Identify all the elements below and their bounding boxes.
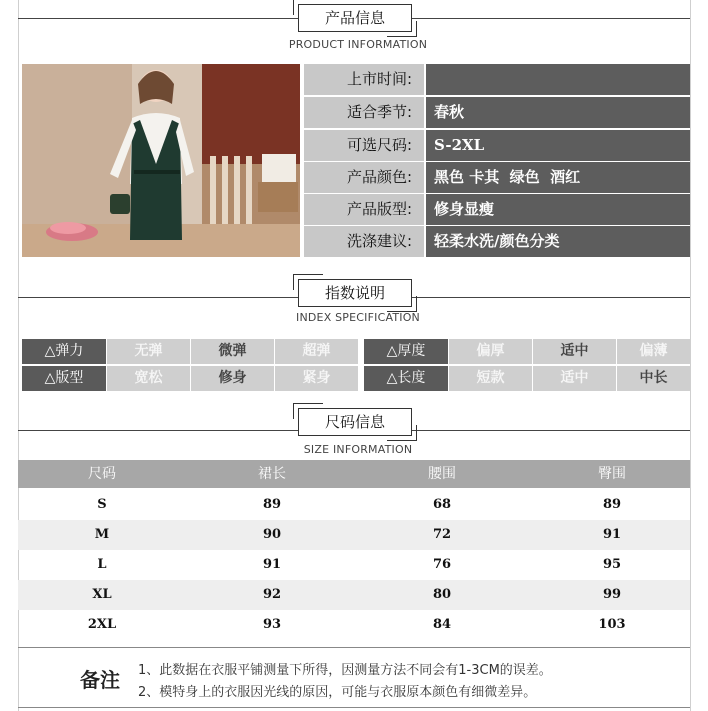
- size-table-header: [18, 460, 690, 488]
- column-header: 臀围: [598, 466, 626, 482]
- section-title-box: [298, 4, 412, 32]
- cell: 89: [602, 497, 622, 512]
- header-rule-left: [18, 18, 298, 19]
- cell: 91: [262, 557, 282, 572]
- info-key: 产品版型:: [304, 194, 424, 225]
- table-row: [18, 610, 690, 640]
- column-header: 裙长: [258, 466, 286, 482]
- header-rule-left: [18, 297, 298, 298]
- notes-divider-bottom: [18, 707, 690, 708]
- cell: 84: [432, 617, 452, 632]
- cell: S: [97, 497, 107, 512]
- spec-option: 短款: [449, 366, 532, 391]
- cell: 90: [262, 527, 282, 542]
- section-title-box: [298, 408, 412, 436]
- cell: 93: [262, 617, 282, 632]
- header-rule-right: [412, 18, 690, 19]
- section-subtitle: INDEX SPECIFICATION: [296, 311, 420, 324]
- info-row-launch: [304, 64, 690, 95]
- spec-option-selected: 微弹: [191, 339, 274, 364]
- spec-label-length: △长度: [364, 366, 448, 391]
- info-row-season: [304, 97, 690, 128]
- spec-label-thickness: △厚度: [364, 339, 448, 364]
- spec-option: 紧身: [275, 366, 358, 391]
- spec-option: 适中: [533, 366, 616, 391]
- info-value: 轻柔水洗/颜色分类: [426, 226, 690, 257]
- spec-option: 偏厚: [449, 339, 532, 364]
- notes-title: 备注: [80, 668, 120, 692]
- cell: 103: [598, 617, 626, 632]
- spec-option: 超弹: [275, 339, 358, 364]
- header-rule-left: [18, 430, 298, 431]
- cell: 95: [602, 557, 622, 572]
- notes-divider-top: [18, 647, 690, 648]
- spec-option-selected: 修身: [191, 366, 274, 391]
- cell: 2XL: [87, 617, 117, 632]
- section-title-box: [298, 279, 412, 307]
- cell: 99: [602, 587, 622, 602]
- info-value: 黑色 卡其 绿色 酒红: [426, 162, 690, 193]
- note-line: 2、模特身上的衣服因光线的原因，可能与衣服原本颜色有细微差异。: [138, 685, 537, 700]
- column-header: 腰围: [428, 466, 456, 482]
- info-value: 春秋: [426, 97, 690, 128]
- info-key: 洗涤建议:: [304, 226, 424, 257]
- cell: 76: [432, 557, 452, 572]
- cell: 89: [262, 497, 282, 512]
- frame-right-line: [690, 0, 691, 711]
- section-title: 指数说明: [324, 284, 385, 302]
- info-key: 适合季节:: [304, 97, 424, 128]
- header-rule-right: [412, 297, 690, 298]
- table-row: [18, 580, 690, 610]
- cell: M: [94, 527, 110, 542]
- spec-option-selected: 中长: [617, 366, 690, 391]
- cell: L: [97, 557, 107, 572]
- section-subtitle: SIZE INFORMATION: [303, 443, 413, 456]
- cell: 72: [432, 527, 452, 542]
- table-row: [18, 490, 690, 520]
- info-row-fit: [304, 194, 690, 225]
- product-photo: [22, 64, 300, 257]
- section-title: 尺码信息: [324, 413, 385, 431]
- info-row-sizes: [304, 130, 690, 161]
- cell: XL: [92, 587, 112, 602]
- cell: 92: [262, 587, 282, 602]
- spec-option: 偏薄: [617, 339, 690, 364]
- info-key: 上市时间:: [304, 64, 424, 95]
- info-value: 修身显瘦: [426, 194, 690, 225]
- info-key: 产品颜色:: [304, 162, 424, 193]
- info-row-washing: [304, 226, 690, 257]
- cell: 80: [432, 587, 452, 602]
- spec-option: 无弹: [107, 339, 190, 364]
- table-row: [18, 550, 690, 580]
- table-row: [18, 520, 690, 550]
- spec-option-selected: 适中: [533, 339, 616, 364]
- cell: 91: [602, 527, 622, 542]
- info-value: [426, 64, 690, 95]
- note-line: 1、此数据在衣服平铺测量下所得，因测量方法不同会有1-3CM的误差。: [138, 663, 552, 678]
- section-title: 产品信息: [324, 9, 385, 27]
- spec-label-fit: △版型: [22, 366, 106, 391]
- spec-label-elasticity: △弹力: [22, 339, 106, 364]
- spec-option: 宽松: [107, 366, 190, 391]
- section-subtitle: PRODUCT INFORMATION: [288, 38, 428, 51]
- cell: 68: [432, 497, 452, 512]
- column-header: 尺码: [88, 466, 116, 482]
- header-rule-right: [412, 430, 690, 431]
- info-key: 可选尺码:: [304, 130, 424, 161]
- info-row-colors: [304, 162, 690, 193]
- info-value: S-2XL: [426, 130, 690, 161]
- model-illustration: [22, 64, 300, 257]
